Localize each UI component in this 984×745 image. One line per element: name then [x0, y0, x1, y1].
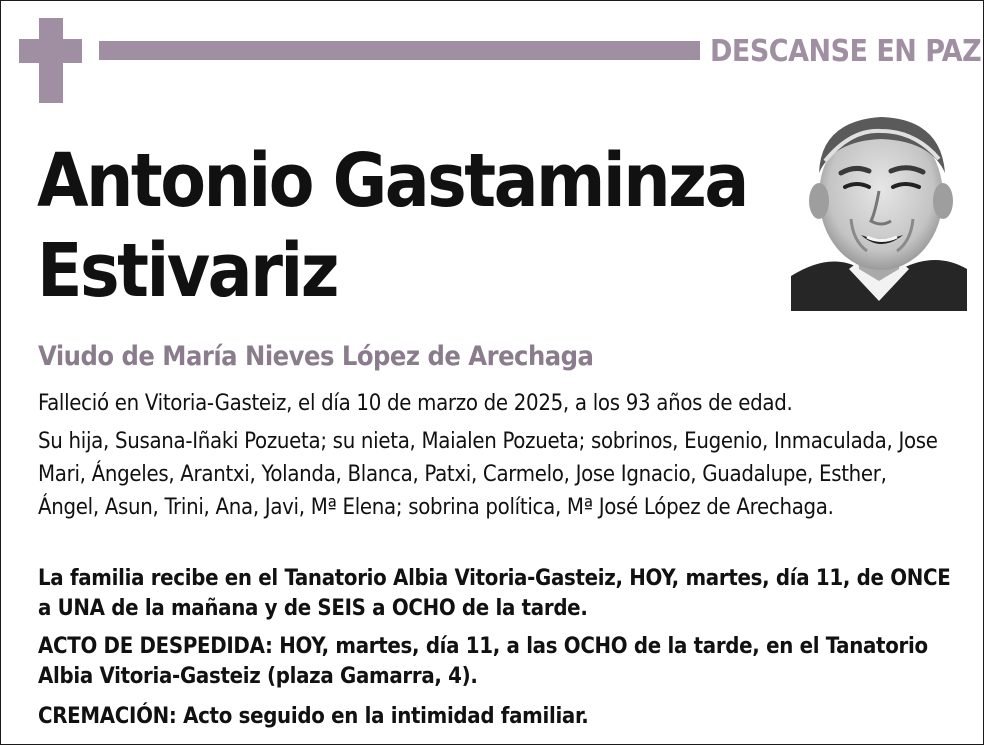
- header-label: DESCANSE EN PAZ: [710, 34, 982, 69]
- cross-icon-bar: [19, 39, 82, 63]
- family-text: Su hija, Susana-Iñaki Pozueta; su nieta, Maialen Pozueta; sobrinos, Eugenio, Inmaculada, Jose Mari, Ángeles, Arantxi, Yolanda, Blanca, Patxi, Carmelo, Jose Ignacio, Guadalupe, Esther, Ángel, Asun, Trini, Ana, Javi, Mª Elena; sobrina política, Mª José López de Arechaga.: [38, 429, 938, 520]
- header-divider-bar: [99, 41, 700, 60]
- cremation-text: CREMACIÓN: Acto seguido en la intimidad familiar.: [38, 704, 589, 729]
- deceased-name: Antonio Gastaminza Estivariz: [37, 138, 747, 314]
- farewell-text: ACTO DE DESPEDIDA: HOY, martes, día 11, a las OCHO de la tarde, en el Tanatorio Albia Vitoria-Gasteiz (plaza Gamarra, 4).: [38, 634, 928, 689]
- visitation-text: La familia recibe en el Tanatorio Albia Vitoria-Gasteiz, HOY, martes, día 11, de ONCE a UNA de la mañana y de SEIS a OCHO de la tarde.: [38, 566, 951, 621]
- death-notice-text: Falleció en Vitoria-Gasteiz, el día 10 de marzo de 2025, a los 93 años de edad.: [38, 391, 793, 416]
- portrait-photo: [791, 101, 967, 311]
- portrait-illustration: [791, 101, 967, 311]
- deceased-subtitle: Viudo de María Nieves López de Arechaga: [38, 341, 594, 372]
